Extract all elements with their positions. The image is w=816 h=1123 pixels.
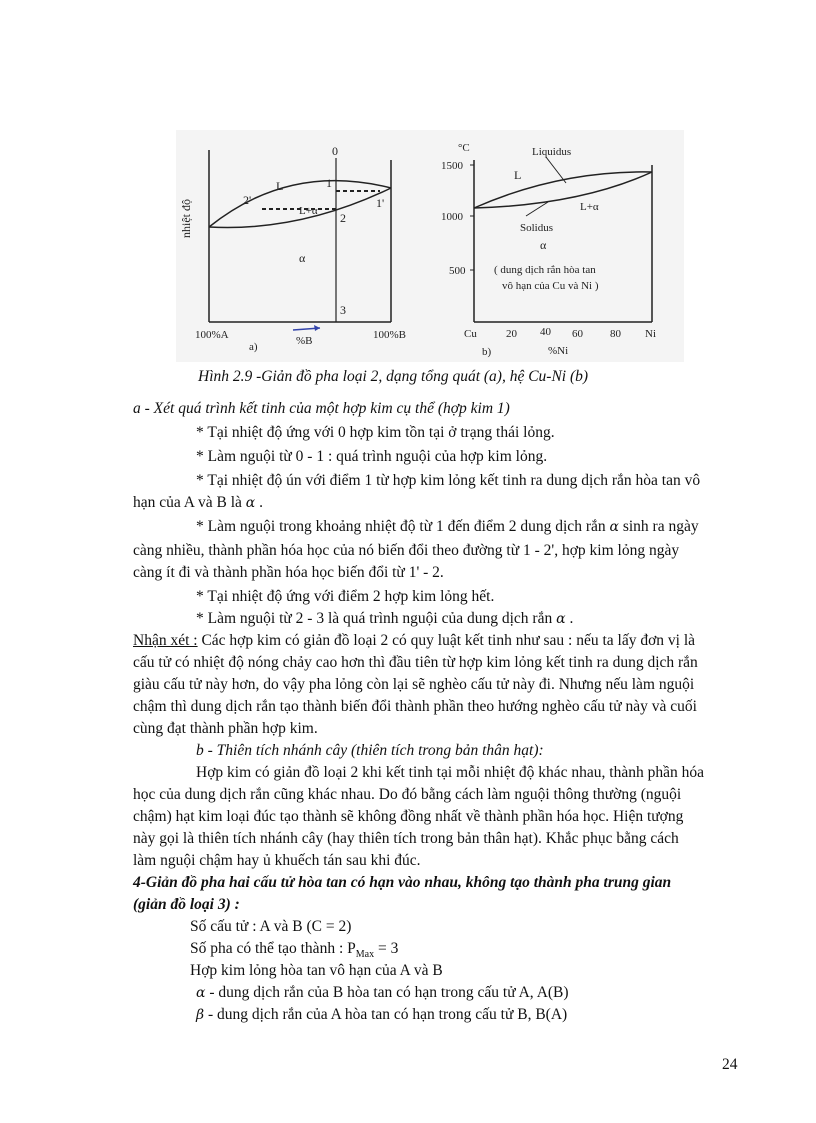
remark-line-1: Nhận xét : Các hợp kim có giản đồ loại 2 có quy luật kết tinh như sau : nếu ta lấy đơn vị là <box>133 632 696 649</box>
x-tick-40: 40 <box>540 326 551 338</box>
region-L-a: L <box>276 179 284 193</box>
section-b-heading: b - Thiên tích nhánh cây (thiên tích trong bản thân hạt): <box>196 742 544 759</box>
remark-line-4: chậm thì dung dịch rắn tạo thành biến đổi thành phần theo hướng nghèo cấu tử này và cuối <box>133 698 697 715</box>
liquidus-label: Liquidus <box>532 146 572 158</box>
diagram-a-top-label: 0 <box>332 144 338 158</box>
diagram-a-sub-label: a) <box>249 341 258 353</box>
x-tick-80: 80 <box>610 328 621 340</box>
section-4-heading-1: 4-Giản đồ pha hai cấu tử hòa tan có hạn vào nhau, không tạo thành pha trung gian <box>133 874 672 891</box>
alpha-symbol: α <box>196 985 206 1001</box>
section-a-line-6: * Làm nguội từ 2 - 3 là quá trình nguội của dung dịch rắn α . <box>196 610 574 627</box>
region-alpha-b: α <box>540 238 547 252</box>
section-b-line-2: học của dung dịch rắn cũng khác nhau. Do đó bằng cách làm nguội thông thường (nguội <box>133 786 682 803</box>
alpha-symbol: α <box>556 611 566 627</box>
section-a-line-1: * Tại nhiệt độ ứng với 0 hợp kim tồn tại ở trạng thái lỏng. <box>196 424 555 441</box>
section-a-heading: a - Xét quá trình kết tinh của một hợp kim cụ thể (hợp kim 1) <box>133 400 510 417</box>
y-tick-1500: 1500 <box>441 160 463 172</box>
diagram-a-x-right: 100%B <box>373 329 406 341</box>
x-tick-cu: Cu <box>464 328 477 340</box>
point-2p: 2' <box>243 193 252 207</box>
alpha-note-1: ( dung dịch rắn hòa tan <box>494 264 596 276</box>
section-b-line-4: này gọi là thiên tích nhánh cây (hay thiên tích trong bản thân hạt). Khắc phục bằng cách <box>133 830 679 847</box>
section-b-line-3: chậm) hạt kim loại đúc tạo thành sẽ không đồng nhất về thành phần hóa học. Hiện tượng <box>133 808 684 825</box>
section-4-line-2: Số pha có thể tạo thành : $P_{Max} = 3$ <box>190 940 399 961</box>
section-a-line-3a: * Tại nhiệt độ ún với điểm 1 từ hợp kim lỏng kết tinh ra dung dịch rắn hòa tan vô <box>196 472 701 489</box>
page-number: 24 <box>722 1056 738 1073</box>
y-tick-1000: 1000 <box>441 211 463 223</box>
diagram-a-x-axis: %B <box>296 335 313 347</box>
section-a-line-4b: càng nhiều, thành phần hóa học của nó biến đổi theo đường từ 1 - 2', hợp kim lỏng ngày <box>133 542 680 559</box>
section-4-heading-2: (giản đồ loại 3) : <box>133 896 240 913</box>
x-tick-60: 60 <box>572 328 583 340</box>
section-4-line-5: β - dung dịch rắn của A hòa tan có hạn trong cấu tử B, B(A) <box>196 1006 568 1023</box>
diagram-b-unit: °C <box>458 142 470 154</box>
remark-label: Nhận xét : <box>133 632 198 649</box>
section-a-line-3b: hạn của A và B là α . <box>133 494 263 511</box>
region-La-a: L+α <box>299 205 318 217</box>
section-4-line-4: α - dung dịch rắn của B hòa tan có hạn trong cấu tử A, A(B) <box>196 984 569 1001</box>
point-2: 2 <box>340 211 346 225</box>
section-4-line-1: Số cấu tử : A và B (C = 2) <box>190 918 352 935</box>
section-a-line-2: * Làm nguội từ 0 - 1 : quá trình nguội của hợp kim lỏng. <box>196 448 548 465</box>
point-1: 1 <box>326 176 332 190</box>
section-4-line-3: Hợp kim lỏng hòa tan vô hạn của A và B <box>190 962 443 979</box>
region-La-b: L+α <box>580 201 599 213</box>
section-b-line-5: làm nguội chậm hay ủ khuếch tán sau khi đúc. <box>133 852 421 869</box>
section-a-line-4c: càng ít đi và thành phần hóa học biến đổi từ 1' - 2. <box>133 564 444 581</box>
point-3: 3 <box>340 303 346 317</box>
section-a-line-5: * Tại nhiệt độ ứng với điểm 2 hợp kim lỏng hết. <box>196 588 495 605</box>
diagram-b-x-axis: %Ni <box>548 345 569 357</box>
remark-line-3: giàu cấu tử này hơn, do vậy pha lỏng còn lại sẽ nghèo cấu tử này đi. Nhưng nếu làm nguội <box>133 676 695 693</box>
diagram-a-ylabel: nhiệt độ <box>179 199 193 238</box>
beta-symbol: β <box>196 1007 205 1023</box>
section-b-line-1: Hợp kim có giản đồ loại 2 khi kết tinh tại mỗi nhiệt độ khác nhau, thành phần hóa <box>196 764 704 781</box>
alpha-symbol: α <box>609 519 619 535</box>
point-1p: 1' <box>376 196 385 210</box>
alpha-symbol: α <box>245 495 256 511</box>
x-tick-20: 20 <box>506 328 517 340</box>
region-alpha-a: α <box>299 251 306 265</box>
section-a-line-4a: * Làm nguội trong khoảng nhiệt độ từ 1 đến điểm 2 dung dịch rắn α sinh ra ngày <box>196 518 699 535</box>
region-L-b: L <box>514 168 522 182</box>
alpha-note-2: vô hạn của Cu và Ni ) <box>502 280 599 292</box>
remark-line-5: cùng đạt thành phần hợp kim. <box>133 720 318 737</box>
remark-line-2: cấu tử có nhiệt độ nóng chảy cao hơn thì đầu tiên từ hợp kim lỏng kết tinh ra dung dịch rắn <box>133 654 698 671</box>
x-tick-ni: Ni <box>645 328 656 340</box>
diagram-b-sub-label: b) <box>482 346 492 358</box>
phase-diagram-svg <box>0 0 816 370</box>
diagram-a-x-left: 100%A <box>195 329 229 341</box>
y-tick-500: 500 <box>449 265 466 277</box>
solidus-label: Solidus <box>520 222 554 234</box>
figure-background <box>176 130 684 362</box>
figure-caption: Hình 2.9 -Giản đồ pha loại 2, dạng tổng quát (a), hệ Cu-Ni (b) <box>198 368 589 385</box>
figure-2-9 <box>0 0 816 370</box>
